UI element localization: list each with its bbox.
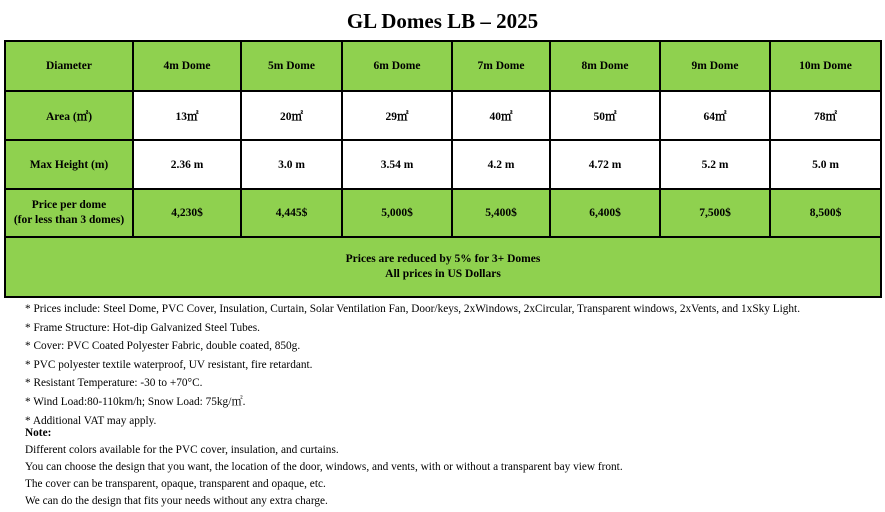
area-cell: 20㎡ — [241, 91, 342, 140]
height-cell: 3.0 m — [241, 140, 342, 189]
price-cell: 8,500$ — [770, 189, 881, 237]
table-row-discount — [5, 237, 881, 297]
price-label-line2: (for less than 3 domes) — [13, 214, 125, 226]
table-row-max-height — [5, 140, 881, 189]
spec-item: * Resistant Temperature: -30 to +70°C. — [25, 377, 203, 390]
discount-cell — [5, 237, 881, 297]
table-row-diameter — [5, 41, 881, 91]
spec-item: * PVC polyester textile waterproof, UV resistant, fire retardant. — [25, 358, 313, 371]
row-label-max-height: Max Height (m) — [5, 140, 133, 189]
spec-item: * Additional VAT may apply. — [25, 414, 157, 427]
height-cell: 5.2 m — [660, 140, 770, 189]
price-cell: 6,400$ — [550, 189, 660, 237]
area-cell: 64㎡ — [660, 91, 770, 140]
column-header: 5m Dome — [241, 41, 342, 91]
height-cell: 3.54 m — [342, 140, 452, 189]
price-cell: 5,000$ — [342, 189, 452, 237]
column-header: 6m Dome — [342, 41, 452, 91]
spec-item: * Frame Structure: Hot-dip Galvanized Steel Tubes. — [25, 321, 261, 334]
spec-item: * Cover: PVC Coated Polyester Fabric, double coated, 850g. — [25, 340, 301, 353]
price-cell: 4,445$ — [241, 189, 342, 237]
note-title: Note: — [25, 427, 52, 439]
spec-item: * Prices include: Steel Dome, PVC Cover, Insulation, Curtain, Solar Ventilation Fan, Door/keys, 2xWindows, 2xCircular, Transparent windows, 2xVents, and 1xSky Light. — [25, 303, 801, 315]
height-cell: 2.36 m — [133, 140, 241, 189]
discount-line1: Prices are reduced by 5% for 3+ Domes — [345, 253, 541, 265]
note-block — [25, 425, 623, 510]
area-cell: 78㎡ — [770, 91, 881, 140]
discount-line2: All prices in US Dollars — [385, 268, 501, 280]
area-cell: 50㎡ — [550, 91, 660, 140]
row-label-price — [5, 189, 133, 237]
column-header: 4m Dome — [133, 41, 241, 91]
height-cell: 4.72 m — [550, 140, 660, 189]
column-header: 10m Dome — [770, 41, 881, 91]
table-row-area — [5, 91, 881, 140]
height-cell: 4.2 m — [452, 140, 550, 189]
table-row-price — [5, 189, 881, 237]
row-label-diameter: Diameter — [5, 41, 133, 91]
column-header: 7m Dome — [452, 41, 550, 91]
column-header: 8m Dome — [550, 41, 660, 91]
note-line: Different colors available for the PVC cover, insulation, and curtains. — [25, 444, 339, 456]
column-header: 9m Dome — [660, 41, 770, 91]
price-cell: 4,230$ — [133, 189, 241, 237]
spec-item: * Wind Load:80-110km/h; Snow Load: 75kg/㎡. — [25, 395, 246, 408]
price-table — [4, 40, 882, 298]
note-line: We can do the design that fits your needs without any extra charge. — [25, 495, 328, 507]
area-cell: 40㎡ — [452, 91, 550, 140]
price-cell: 5,400$ — [452, 189, 550, 237]
note-line: You can choose the design that you want, the location of the door, windows, and vents, with or without a transparent bay view front. — [25, 461, 623, 473]
price-label-line1: Price per dome — [31, 199, 107, 211]
height-cell: 5.0 m — [770, 140, 881, 189]
note-line: The cover can be transparent, opaque, transparent and opaque, etc. — [25, 478, 326, 490]
page-title: GL Domes LB – 2025 — [346, 9, 539, 33]
area-cell: 29㎡ — [342, 91, 452, 140]
spec-list — [25, 300, 800, 430]
row-label-area: Area (㎡) — [5, 91, 133, 140]
price-cell: 7,500$ — [660, 189, 770, 237]
area-cell: 13㎡ — [133, 91, 241, 140]
